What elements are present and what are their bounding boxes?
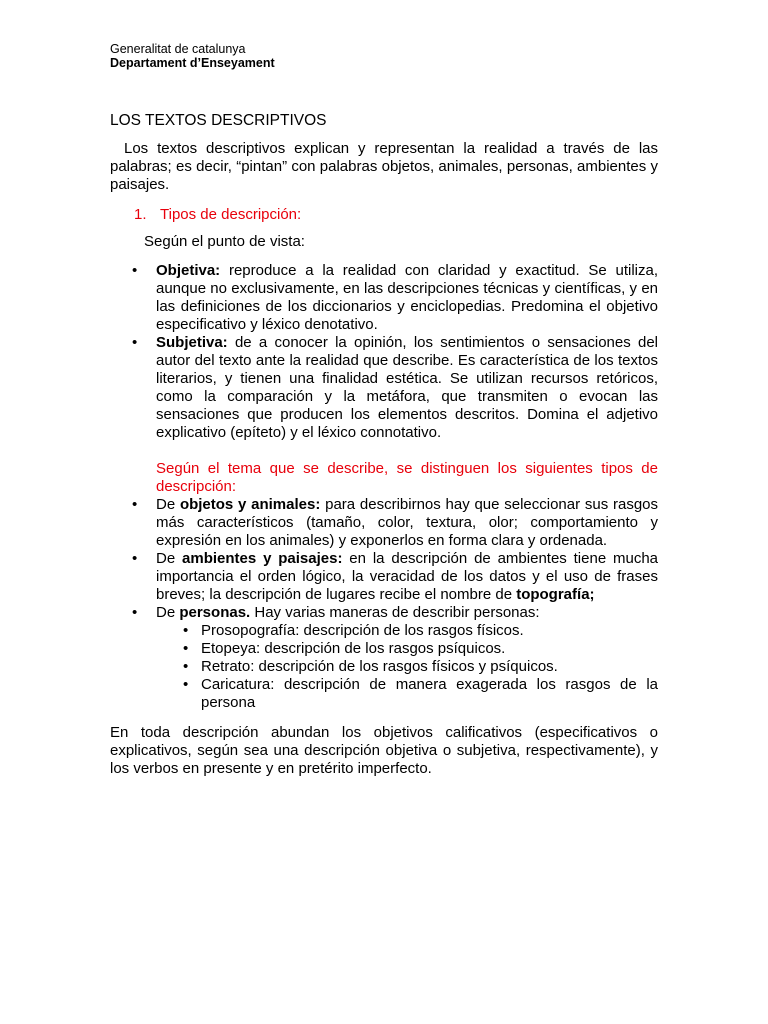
list-item-objetos <box>110 496 658 550</box>
sub-item-etopeya: • Etopeya: descripción de los rasgos psíquicos. <box>155 640 658 658</box>
theme-intro-paragraph: Según el tema que se describe, se distinguen los siguientes tipos de descripción: <box>156 460 658 495</box>
list-item-text: reproduce a la realidad con claridad y exactitud. Se utiliza, aunque no exclusivamente, en las descripciones técnicas y científicas, y en las definiciones de los diccionarios y enciclopedias. Predomina el objetivo especificativo y léxico denotativo. <box>156 262 658 333</box>
header-department: Departament d’Enseyament <box>110 56 275 70</box>
sub-item-retrato: • Retrato: descripción de los rasgos físicos y psíquicos. <box>155 658 658 676</box>
nested-list-holder <box>110 622 658 712</box>
list-item-personas <box>110 604 658 622</box>
list-item-prefix: De <box>156 550 183 567</box>
section-number: 1. <box>134 206 147 223</box>
list-item-subjetiva <box>110 334 658 442</box>
conclusion-paragraph: En toda descripción abundan los objetivos calificativos (especificativos o explicativos, según sea una descripción objetiva o subjetiva, respectivamente), y los verbos en presente y en pretérito imperfecto. <box>110 724 658 777</box>
document-title: LOS TEXTOS DESCRIPTIVOS <box>110 112 327 129</box>
list-item-term: Objetiva: <box>156 262 221 279</box>
list-item-term-topografia: topografía; <box>516 586 595 603</box>
person-description-list <box>110 622 658 712</box>
list-item-text: de a conocer la opinión, los sentimientos o sensaciones del autor del texto ante la realidad que describe. Es característica de los textos literarios, y tienen una finalidad estética. Se utilizan recursos retóricos, como la comparación y la metáfora, que transmiten o evocan las sensaciones que producen los elementos descritos. Domina el adjetivo explicativo (epíteto) y el léxico connotativo. <box>156 334 658 441</box>
document-header <box>110 42 275 70</box>
list-item-text: para describirnos hay que seleccionar sus rasgos más característicos (tamaño, color, textura, olor; comportamiento y expresión en los animales) y exponerlos en forma clara y ordenada. <box>156 496 658 549</box>
list-item-objetiva <box>110 262 658 334</box>
section-heading-text: Tipos de descripción: <box>160 206 302 223</box>
list-item-term: personas. <box>179 604 251 621</box>
list-item-term: objetos y animales: <box>179 496 321 513</box>
intro-paragraph: Los textos descriptivos explican y representan la realidad a través de las palabras; es decir, “pintan” con palabras objetos, animales, personas, ambientes y paisajes. <box>110 140 658 193</box>
list-item-term: ambientes y paisajes: <box>182 550 343 567</box>
header-organization: Generalitat de catalunya <box>110 42 246 56</box>
list-item-term: Subjetiva: <box>156 334 228 351</box>
list-item-text: en la descripción de ambientes tiene mucha importancia el orden lógico, la veracidad de los datos y el uso de frases breves; la descripción de lugares recibe el nombre de <box>156 550 659 603</box>
list-item-prefix: De <box>156 604 180 621</box>
section-heading <box>134 206 301 224</box>
list-item-prefix: De <box>156 496 180 513</box>
point-of-view-subheading: Según el punto de vista: <box>144 233 305 250</box>
view-type-list <box>110 262 658 442</box>
list-item-ambientes <box>110 550 658 604</box>
theme-type-list <box>110 496 658 712</box>
sub-item-caricatura: • Caricatura: descripción de manera exagerada los rasgos de la persona <box>155 676 658 712</box>
list-item-text: Hay varias maneras de describir personas: <box>250 604 540 621</box>
sub-item-prosopografia: • Prosopografía: descripción de los rasgos físicos. <box>155 622 658 640</box>
